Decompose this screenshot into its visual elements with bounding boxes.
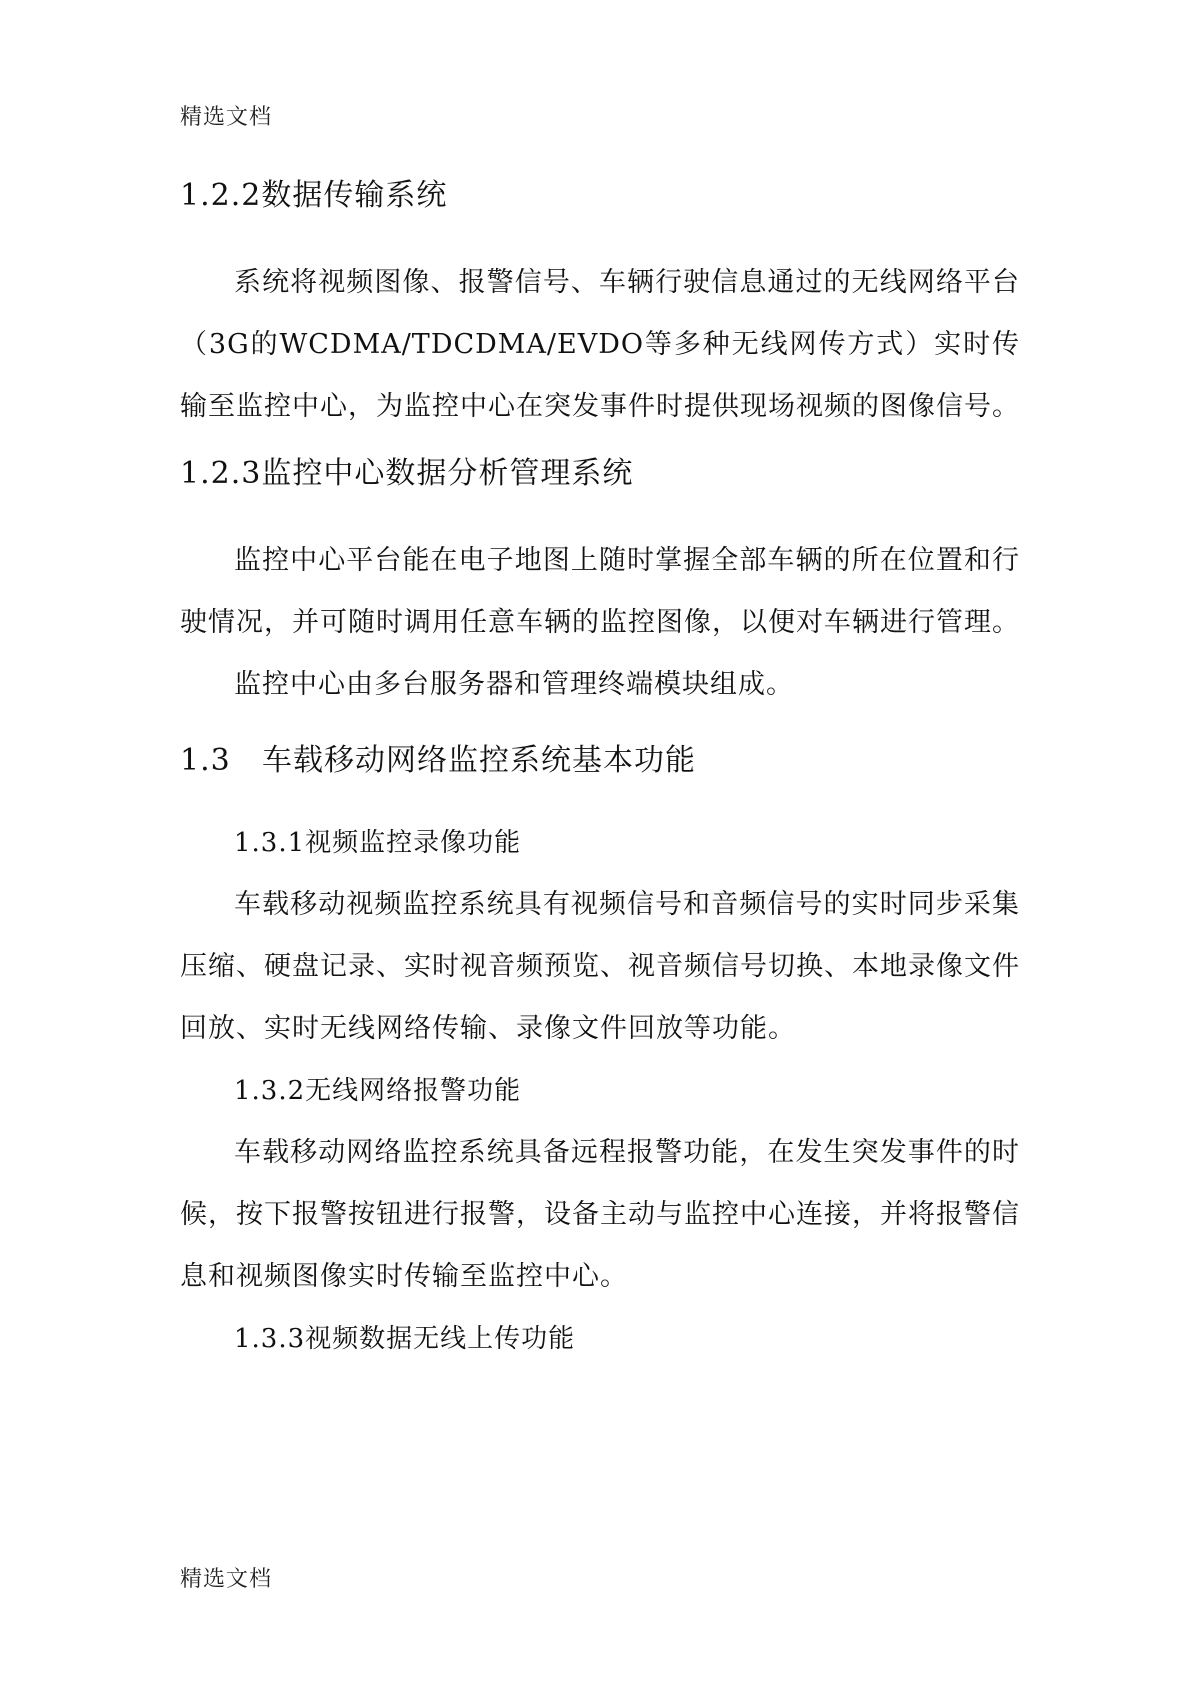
document-body bbox=[180, 170, 1020, 1370]
paragraph-1-3-1: 车载移动视频监控系统具有视频信号和音频信号的实时同步采集压缩、硬盘记录、实时视音频预览、视音频信号切换、本地录像文件回放、实时无线网络传输、录像文件回放等功能。 bbox=[180, 889, 1020, 1044]
subheading-1-3-3: 1.3.3视频数据无线上传功能 bbox=[234, 1324, 576, 1354]
paragraph-1-2-3-a: 监控中心平台能在电子地图上随时掌握全部车辆的所在位置和行驶情况，并可随时调用任意车辆的监控图像，以便对车辆进行管理。 bbox=[180, 545, 1020, 638]
footer-watermark: 精选文档 bbox=[180, 1567, 273, 1592]
paragraph-1-3-2: 车载移动网络监控系统具备远程报警功能，在发生突发事件的时候，按下报警按钮进行报警，设备主动与监控中心连接，并将报警信息和视频图像实时传输至监控中心。 bbox=[180, 1137, 1020, 1292]
heading-1-3-title: 车载移动网络监控系统基本功能 bbox=[262, 743, 696, 778]
heading-1-3-number: 1.3 bbox=[180, 743, 231, 778]
paragraph-1-2-2: 系统将视频图像、报警信号、车辆行驶信息通过的无线网络平台（3G的WCDMA/TDCDMA/EVDO等多种无线网传方式）实时传输至监控中心，为监控中心在突发事件时提供现场视频的图像信号。 bbox=[180, 267, 1020, 422]
subheading-1-3-2: 1.3.2无线网络报警功能 bbox=[234, 1076, 522, 1106]
heading-1-2-3: 1.2.3监控中心数据分析管理系统 bbox=[180, 456, 634, 491]
header-watermark: 精选文档 bbox=[180, 105, 273, 130]
heading-1-2-2: 1.2.2数据传输系统 bbox=[180, 178, 448, 213]
paragraph-1-2-3-b: 监控中心由多台服务器和管理终端模块组成。 bbox=[234, 669, 794, 700]
subheading-1-3-1: 1.3.1视频监控录像功能 bbox=[234, 828, 522, 858]
heading-1-3 bbox=[180, 726, 1020, 802]
